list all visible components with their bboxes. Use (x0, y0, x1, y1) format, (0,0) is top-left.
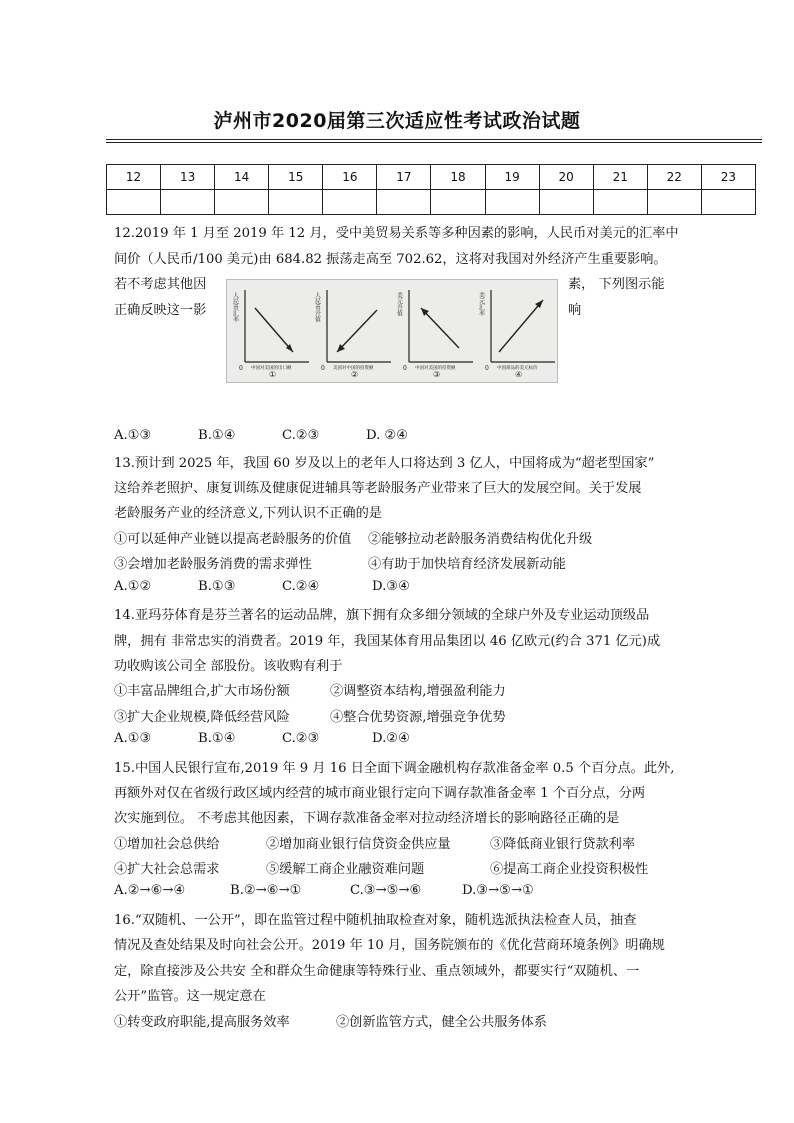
answer-table-header-row (107, 165, 756, 190)
statement: ②增加商业银行信贷资金供应量 (266, 837, 451, 852)
option[interactable]: D.②④ (372, 731, 410, 746)
statement: ③会增加老龄服务消费的需求弹性 (114, 557, 312, 572)
q14-stem: 14.亚玛芬体育是芬兰著名的运动品牌，旗下拥有众多细分领域的全球户外及专业运动顶级品 (114, 608, 650, 623)
page-title: 泸州市2020届第三次适应性考试政治试题 (213, 110, 581, 132)
q14-statements (114, 680, 506, 699)
answer-cell[interactable] (431, 190, 485, 215)
statement: ②调整资本结构,增强盈利能力 (330, 684, 506, 699)
svg-text:0: 0 (403, 365, 407, 372)
q13-statements (114, 553, 566, 572)
q12-stem: 正确反映这一影 (114, 303, 207, 318)
option[interactable]: A.①② (114, 579, 152, 594)
svg-text:0: 0 (485, 365, 489, 372)
answer-number: 14 (215, 165, 269, 190)
graph-number: ① (269, 370, 277, 379)
graph-xlabel: 中国对美国的投资额 (415, 366, 456, 371)
statement: ④有助于加快培育经济发展新动能 (368, 557, 566, 572)
option[interactable]: D.③④ (372, 579, 410, 594)
q15-stem: 15.中国人民银行宣布,2019 年 9 月 16 日全面下调金融机构存款准备金率 0.5 个百分点。此外, (114, 761, 675, 776)
statement: ②能够拉动老龄服务消费结构优化升级 (368, 532, 593, 547)
svg-text:0: 0 (321, 365, 325, 372)
option[interactable]: A.①③ (114, 731, 152, 746)
answer-number: 22 (647, 165, 701, 190)
option[interactable]: C.②③ (282, 731, 320, 746)
statement: ②创新监管方式，健全公共服务体系 (336, 1015, 547, 1030)
svg-text:0: 0 (239, 365, 243, 372)
graph-3 (397, 286, 475, 378)
answer-cell[interactable] (485, 190, 539, 215)
q13-options (114, 579, 410, 594)
option[interactable]: B.①④ (198, 428, 236, 443)
answer-number: 12 (107, 165, 161, 190)
statement: ③降低商业银行贷款利率 (490, 837, 636, 852)
option[interactable]: C.②③ (282, 428, 320, 443)
q13-stem: 这给养老照护、康复训练及健康促进辅具等老龄服务产业带来了巨大的发展空间。关于发展 (114, 481, 642, 496)
option[interactable]: B.②→⑥→① (230, 883, 302, 898)
option[interactable]: D.③→⑤→① (462, 883, 534, 898)
answer-cell[interactable] (377, 190, 431, 215)
answer-table-blank-row (107, 190, 756, 215)
statement: ①丰富品牌组合,扩大市场份额 (114, 684, 290, 699)
q12-stem: 间价（人民币/100 美元)由 684.82 振荡走高至 702.62，这将对我国对外经济产生重要影响。 (114, 252, 667, 267)
option[interactable]: C.②④ (282, 579, 320, 594)
answer-cell[interactable] (107, 190, 161, 215)
q12-options (114, 428, 408, 443)
q13-stem: 13.预计到 2025 年，我国 60 岁及以上的老年人口将达到 3 亿人，中国将成为“超老型国家” (114, 456, 655, 471)
answer-number: 17 (377, 165, 431, 190)
statement: ⑥提高工商企业投资积极性 (490, 862, 649, 877)
graph-number: ③ (433, 370, 441, 379)
q15-stem: 再额外对仅在省级行政区域内经营的城市商业银行定向下调存款准备金率 1 个百分点，分两 (114, 786, 646, 801)
q15-options (114, 883, 534, 898)
title-rule (106, 139, 762, 140)
statement: ⑤缓解工商企业融资难问题 (266, 862, 425, 877)
answer-cell[interactable] (161, 190, 215, 215)
q12-stem: 素， 下列图示能 (568, 277, 665, 292)
q16-stem: 情况及查处结果及时向社会公开。2019 年 10 月，国务院颁布的《优化营商环境条例》明确规 (114, 938, 665, 953)
answer-number: 16 (323, 165, 377, 190)
answer-number: 23 (701, 165, 755, 190)
answer-cell[interactable] (215, 190, 269, 215)
answer-table (106, 164, 756, 215)
graph-ylabel: 美元汇率 (477, 292, 485, 316)
answer-cell[interactable] (269, 190, 323, 215)
answer-cell[interactable] (701, 190, 755, 215)
statement: ①转变政府职能,提高服务效率 (114, 1015, 290, 1030)
statement: ④扩大社会总需求 (114, 862, 220, 877)
graph-2 (315, 286, 393, 378)
q15-statements (114, 833, 635, 852)
option[interactable]: B.①④ (198, 731, 236, 746)
answer-number: 18 (431, 165, 485, 190)
answer-number: 19 (485, 165, 539, 190)
q15-statements (114, 858, 648, 877)
q14-stem: 牌，拥有 非常忠实的消费者。2019 年，我国某体育用品集团以 46 亿欧元(约合 371 亿元)成 (114, 634, 661, 649)
graph-number: ② (351, 370, 359, 379)
graph-1 (233, 286, 311, 378)
title-rule (106, 142, 762, 143)
graph-ylabel: 人民币汇率 (231, 292, 239, 322)
statement: ①可以延伸产业链以提高老龄服务的价值 (114, 532, 352, 547)
graph-number: ④ (515, 370, 523, 379)
answer-cell[interactable] (323, 190, 377, 215)
statement: ③扩大企业规模,降低经营风险 (114, 710, 290, 725)
q12-stem: 12.2019 年 1 月至 2019 年 12 月，受中美贸易关系等多种因素的影响，人民币对美元的汇率中 (114, 226, 679, 241)
answer-number: 15 (269, 165, 323, 190)
q15-stem: 次实施到位。 不考虑其他因素，下调存款准备金率对拉动经济增长的影响路径正确的是 (114, 811, 620, 826)
answer-cell[interactable] (647, 190, 701, 215)
q14-options (114, 731, 410, 746)
graph-4 (479, 286, 557, 378)
q14-statements (114, 706, 506, 725)
graph-xlabel: 美国对中国的投资额 (333, 366, 374, 371)
graph-ylabel: 美元升值 (395, 292, 403, 316)
q12-stem: 若不考虑其他因 (114, 277, 207, 292)
statement: ④整合优势资源,增强竞争优势 (330, 710, 506, 725)
graph-xlabel: 中国商品的美元标价 (497, 366, 538, 371)
q13-statements (114, 528, 592, 547)
q14-stem: 功收购该公司全 部股份。该收购有利于 (114, 659, 343, 674)
q16-stem: 公开”监管。这一规定意在 (114, 989, 266, 1004)
q16-statements (114, 1011, 547, 1030)
option[interactable]: C.③→⑤→⑥ (350, 883, 422, 898)
graph-ylabel: 人民币升值 (313, 292, 321, 322)
answer-number: 21 (593, 165, 647, 190)
answer-number: 13 (161, 165, 215, 190)
option[interactable]: A.①③ (114, 428, 152, 443)
q16-stem: 16.“双随机、一公开”，即在监管过程中随机抽取检查对象，随机选派执法检查人员，抽查 (114, 913, 637, 928)
answer-number: 20 (539, 165, 593, 190)
answer-cell[interactable] (539, 190, 593, 215)
option[interactable]: D. ②④ (366, 428, 409, 443)
option[interactable]: A.②→⑥→④ (114, 883, 186, 898)
statement: ①增加社会总供给 (114, 837, 220, 852)
option[interactable]: B.①③ (198, 579, 236, 594)
graph-xlabel: 中国对美国的出口额 (251, 366, 292, 371)
q16-stem: 定，除直接涉及公共安 全和群众生命健康等特殊行业、重点领域外，都要实行“双随机、一 (114, 964, 640, 979)
q12-graph-figure (226, 279, 558, 383)
q13-stem: 老龄服务产业的经济意义,下列认识不正确的是 (114, 506, 382, 521)
answer-cell[interactable] (593, 190, 647, 215)
q12-stem: 响 (568, 303, 582, 318)
